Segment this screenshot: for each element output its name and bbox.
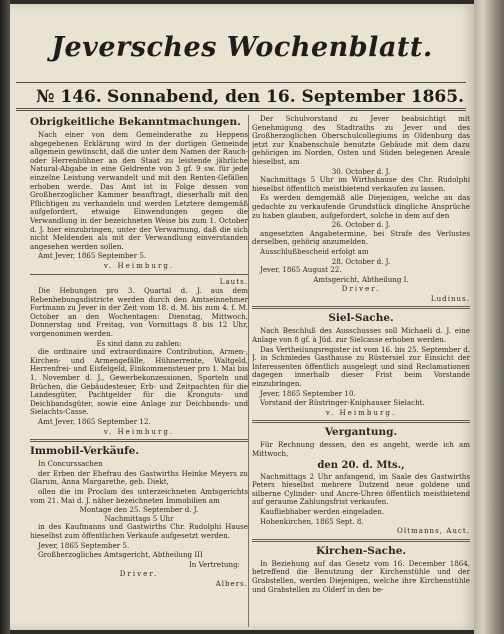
heading-official-notices: Obrigkeitliche Bekanntmachungen.: [30, 116, 241, 128]
school-sig-2: Ludinus.: [430, 293, 470, 303]
school-date: 30. October d. J.: [331, 166, 391, 176]
sluice-place: Jever, 1865 September 10.: [260, 388, 356, 398]
divider: [252, 420, 470, 423]
auction-text-2: Kaufliebhaber werden eingeladen.: [260, 506, 385, 516]
church-text: In Beziehung auf das Gesetz vom 16. December 1864, betreffend die Benutzung der Kirchenstühle und der Grabstellen, werden Diejenigen, welche ihre Kirchenstühle und Grabstellen zu Olderf in den be-: [252, 558, 470, 594]
heading-church-matter: Kirchen-Sache.: [315, 544, 407, 557]
dateline: [10, 87, 474, 107]
school-court: Amtsgericht, Abtheilung I.: [313, 274, 409, 284]
rule-bottom-2: [16, 110, 466, 111]
notice-sig: Lauts.: [219, 276, 248, 286]
sale-court: Großherzogliches Amtsgericht, Abtheilung III: [38, 550, 203, 560]
divider: [30, 439, 248, 442]
collection-text-2: die ordinaire und extraordinaire Contribution, Armen-, Kirchen- und Armengefälle, Hühnerrente, Waltgeld, Herrenfrei- und Eisfelgeld, Einkommensteuer pro 1. Mai bis 1. November d. J., Gewerbekonzessionen, Sporteln und Brüchen, die Gebäudesteuer, Erb- und Zeitpachten für die Landesgüter, Pachtgelder für die Kronguts- und Deichbandsgüter, sowie eine Anlage zur Deichbands- und Sielachts-Casse.: [30, 347, 248, 417]
rule-bottom: [16, 108, 466, 109]
sale-proxy: In Vertretung:: [188, 559, 240, 569]
auction-text: Nachmittags 2 Uhr anfangend, im Saale des Gastwirths Peters hieselbst mehrere Dutzend neue goldene und silberne Cylinder- und Ancre-Uhren öffentlich meistbietend auf geraume Zahlungsfrist verkaufen.: [252, 471, 470, 507]
collection-place: Amt Jever, 1865 September 12.: [38, 417, 151, 426]
school-place: Jever, 1865 August 22.: [260, 265, 342, 275]
sluice-court: Vorstand der Rüstringer-Kniphauser Sielacht.: [260, 398, 425, 408]
heading-sluice-matter: Siel-Sache.: [328, 312, 394, 325]
issue-date: Sonnabend, den 16. September 1865.: [106, 87, 464, 107]
notice-place: Amt Jever, 1865 September 5.: [38, 251, 147, 261]
sluice-text-2: Das Vertheilungsregister ist vom 16. bis 25. September d. J. in Schmiedes Gasthause zu Rüstersiel zur Einsicht der Interessenten öffentlich ausgelegt und sind Reclamationen dagegen innerhalb dieser Frist beim Vorstande einzubringen.: [252, 344, 470, 389]
divider: [252, 306, 470, 309]
divider: [252, 539, 470, 542]
school-text-2: Nachmittags 5 Uhr im Wirthshause des Chr. Rudolphi hieselbst öffentlich meistbietend verkaufen zu lassen.: [252, 175, 470, 193]
column-separator: [248, 115, 249, 627]
collection-signer: v. Heimburg.: [103, 426, 175, 436]
auction-line-1: Für Rechnung dessen, den es angeht, werde ich am Mittwoch,: [252, 440, 470, 458]
notice-signer: v. Heimburg.: [103, 260, 175, 270]
divider: [30, 274, 248, 275]
auction-date: den 20. d. Mts.,: [317, 459, 405, 471]
sale-time: Nachmittags 5 Uhr: [104, 513, 174, 523]
sale-line-2: der Erben der Ehefrau des Gastwirths Heinke Meyers zu Glarum, Anna Margarethe, geb. Diekt,: [30, 468, 248, 487]
auction-signer: Oltmanns, Auct.: [397, 526, 470, 536]
issue-number: № 146.: [36, 87, 102, 107]
masthead: Jeversches Wochenblatt.: [51, 32, 433, 63]
newspaper-page: [10, 4, 474, 630]
notice-text: Nach einer von dem Gemeinderathe zu Heppens abgegebenen Erklärung wird in der dortigen Gemeinde allgemein gewünscht, daß die unter dem Namen der Rauch- oder Herrenhühner an den Staat zu leistende jährliche Natural-Abgabe in eine Geldrente von 3 gf. 9 sw. für jede einzelne Leistung verwandelt und mit den Renten-Gefällen erhoben werde. Das Amt ist in Folge dessen von Großherzoglicher Kammer beauftragt, dieserhalb mit den Pflichtigen zu verhandeln und werden Letztere demgemäß aufgefordert, etwaige Einwendungen gegen die Verwandlung in der bezeichneten Weise bis zum 1. October d. J. hier einzubringen, unter der Verwarnung, daß die sich nicht Meldenden als mit der Verwandlung einverstanden angesehen werden sollen.: [30, 130, 248, 251]
sale-signer: Driver.: [119, 569, 159, 579]
book-page-edge: [474, 0, 504, 634]
school-date-2: 26. October d. J.: [331, 220, 391, 230]
sale-line-1: In Concurssachen: [38, 459, 103, 469]
right-column: [252, 115, 470, 627]
book-spine: [0, 0, 10, 634]
auction-place: Hohenkirchen, 1865 Sept. 8.: [260, 516, 364, 526]
collection-text: Die Hebungen pro 3. Quartal d. J. aus dem Rebenhebungsdistricte werden durch den Amtseinnehmer Fortmann zu Jever in der Zeit vom 18. d. M. bis zum 4. f. M. October an den Wochentagen: Dienstag, Mittwoch, Donnerstag und Freitag, von Vormittags 8 bis 12 Uhr, vorgenommen werden.: [30, 286, 248, 339]
sluice-text: Nach Beschluß des Ausschusses soll Michaeli d. J. eine Anlage von 8 gf. à Jüd. zur Sielcasse erhoben werden.: [252, 326, 470, 345]
heading-auction: Vergantung.: [324, 426, 398, 439]
left-column: [30, 115, 248, 627]
sale-place: Jever, 1865 September 5.: [38, 540, 130, 550]
school-text-4: angesetzten Angabetermine, bei Strafe des Verlustes derselben, gehörig anzumelden.: [252, 228, 470, 247]
school-date-3: 28. October d. J.: [331, 256, 391, 266]
sluice-signer: v. Heimburg.: [325, 407, 397, 417]
sale-text: ollen die im Proclam des unterzeichneten Amtsgerichts vom 21. Mai d. J. näher bezeichneten Immobilien am: [30, 486, 248, 505]
school-text: Der Schulvorstand zu Jever beabsichtigt mit Genehmigung des Stadtraths zu Jever und des Großherzoglichen Oberschulcollegiums in Oldenburg das jetzt zur Knabenschule benutzte Gebäude mit dem dazu gehörigen im Norden, Osten und Süden belegenen Areale hieselbst, am: [252, 115, 470, 166]
sale-date: Montage den 25. September d. J.: [79, 505, 199, 515]
rule-top: [16, 82, 466, 83]
school-signer: Driver.: [341, 284, 381, 294]
sale-foot: Albers.: [215, 578, 248, 588]
collection-lead: Es sind dann zu zahlen:: [96, 338, 182, 348]
sale-text-2: in des Kaufmanns und Gastwirths Chr. Rudolphi Hause hieselbst zum öffentlichen Verkaufe aufgesetzt werden.: [30, 522, 248, 540]
school-text-5: Ausschlußbescheid erfolgt am: [260, 246, 369, 256]
school-text-3: Es werden demgemäß alle Diejenigen, welche an das gedachte zu verkaufende Grundstück dingliche Ansprüche zu haben glauben, aufgefordert, solche in dem auf den: [252, 193, 470, 220]
heading-property-sales: Immobil-Verkäufe.: [30, 445, 140, 458]
